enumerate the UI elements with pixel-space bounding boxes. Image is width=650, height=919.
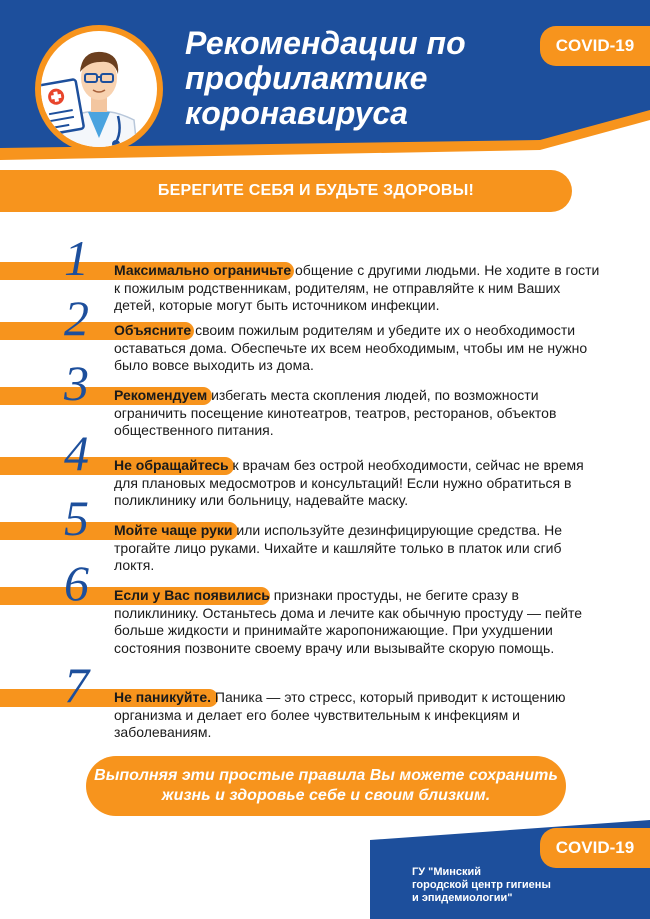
org-line: ГУ "Минский — [412, 866, 482, 878]
item-bold: Рекомендуем — [114, 387, 208, 403]
item-text — [114, 457, 604, 510]
org-line: и эпидемиологии" — [412, 892, 513, 904]
item-text — [114, 587, 604, 657]
doctor-icon — [30, 20, 168, 158]
item-bold: Не паникуйте. — [114, 689, 212, 705]
item-body: или используйте дезинфицирующие средства. Не трогайте лицо руками. Чихайте и кашляйте только в платок или сгиб локтя. — [114, 522, 563, 573]
item-body: общение с другими людьми. Не ходите в гости к пожилым родственникам, родителям, не отправляйте к ним Ваших детей, которые могут быть источником инфекции. — [114, 262, 600, 313]
item-text — [114, 522, 604, 575]
org-line: городской центр гигиены — [412, 879, 551, 891]
covid-badge-footer: COVID-19 — [540, 828, 650, 868]
item-body: к врачам без острой необходимости, сейчас не время для плановых медосмотров и консультаций! Если нужно обратиться в поликлинику или больницу, надевайте маску. — [114, 457, 584, 508]
organization-name — [412, 866, 612, 905]
covid-badge: COVID-19 — [540, 26, 650, 66]
item-number: 1 — [64, 230, 89, 286]
page-title — [185, 26, 515, 131]
item-text — [114, 322, 604, 375]
item-number: 5 — [64, 490, 89, 546]
item-bold: Если у Вас появились — [114, 587, 270, 603]
closing-message: Выполняя эти простые правила Вы можете сохранить жизнь и здоровье себе и своим близким. — [86, 756, 566, 816]
item-body: своим пожилым родителям и убедите их о необходимости оставаться дома. Обеспечьте их всем необходимым, чтобы им не нужно было вовсе выходить из дома. — [114, 322, 588, 373]
item-bold: Не обращайтесь — [114, 457, 229, 473]
item-number: 6 — [64, 555, 89, 611]
item-bold: Объясните — [114, 322, 192, 338]
item-body: избегать места скопления людей, по возможности ограничить посещение кинотеатров, театров, ресторанов, объектов общественного питания. — [114, 387, 557, 438]
item-number: 7 — [64, 657, 89, 713]
item-text — [114, 262, 604, 315]
slogan-banner: БЕРЕГИТЕ СЕБЯ И БУДЬТЕ ЗДОРОВЫ! — [60, 170, 572, 212]
title-line: профилактике — [185, 60, 428, 96]
title-line: Рекомендации по — [185, 25, 466, 61]
item-number: 3 — [64, 355, 89, 411]
item-text — [114, 689, 604, 742]
item-bold: Мойте чаще руки — [114, 522, 233, 538]
title-line: коронавируса — [185, 95, 408, 131]
item-bold: Максимально ограничьте — [114, 262, 292, 278]
item-body: Паника — это стресс, который приводит к истощению организма и делает его более чувствительным к инфекциям и заболеваниям. — [114, 689, 566, 740]
item-text — [114, 387, 604, 440]
slogan-stripe — [0, 170, 60, 212]
item-number: 4 — [64, 425, 89, 481]
item-number: 2 — [64, 290, 89, 346]
item-body: признаки простуды, не бегите сразу в поликлинику. Останьтесь дома и лечите как обычную простуду — пейте больше жидкости и принимайте жаропонижающие. При ухудшении состояния позвоните своему врачу или вызывайте скорую помощь. — [114, 587, 583, 656]
